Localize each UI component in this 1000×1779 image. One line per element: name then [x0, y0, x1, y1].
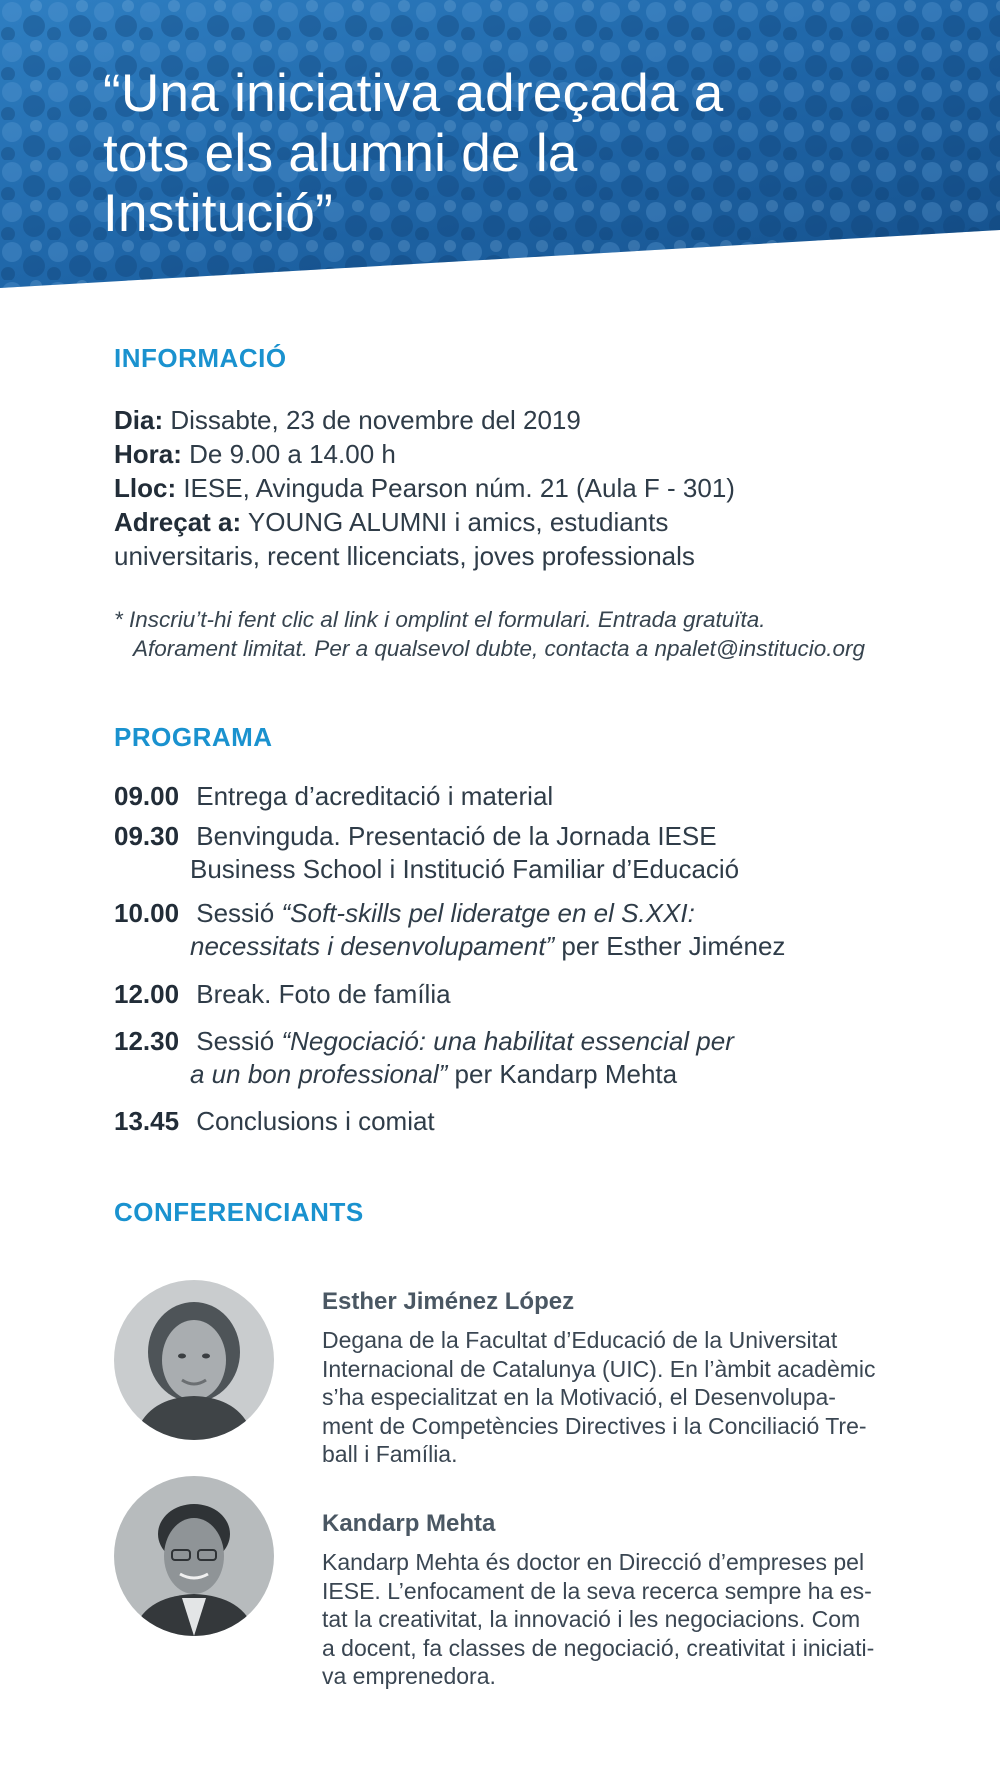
program-text: Sessió [189, 1026, 282, 1056]
info-label: Dia: [114, 405, 164, 435]
bio-line: va emprenedora. [322, 1663, 496, 1690]
speaker-photo-kandarp [114, 1476, 274, 1636]
info-row-audience-cont: universitaris, recent llicenciats, joves professionals [114, 541, 695, 571]
hero-quote: “Una iniciativa adreçada a tots els alumni de la Institució” [103, 64, 724, 243]
bio-line: ment de Competències Directives i la Conciliació Tre- [322, 1412, 867, 1439]
program-text: Benvinguda. Presentació de la Jornada IESE [189, 821, 717, 851]
info-section-title: INFORMACIÓ [114, 343, 287, 373]
info-row-audience [114, 505, 914, 539]
program-item [114, 1025, 934, 1091]
program-text-cont: Business School i Institució Familiar d’Educació [190, 854, 740, 884]
program-text-cont [114, 930, 934, 963]
program-item [114, 1105, 934, 1138]
program-item [114, 820, 934, 886]
bio-line: Kandarp Mehta és doctor en Direcció d’empreses pel [322, 1549, 865, 1575]
portrait-image [114, 1476, 274, 1636]
program-item [114, 978, 934, 1011]
speaker-bio [322, 1548, 902, 1691]
speakers-section-title: CONFERENCIANTS [114, 1197, 364, 1227]
program-time: 09.00 [114, 781, 180, 811]
note-line-1: * Inscriu’t-hi fent clic al link i omplint el formulari. Entrada gratuïta. [114, 607, 766, 632]
info-value: De 9.00 a 14.00 h [181, 439, 396, 469]
info-details [114, 403, 914, 573]
program-time: 12.00 [114, 979, 180, 1009]
speaker-name: Kandarp Mehta [322, 1510, 496, 1537]
info-label: Lloc: [114, 473, 177, 503]
portrait-image [114, 1280, 274, 1440]
info-row-day [114, 403, 914, 437]
program-item [114, 897, 934, 963]
program-session-title-cont: necessitats i desenvolupament” [190, 931, 555, 961]
program-speaker: per Kandarp Mehta [447, 1059, 678, 1089]
hero-banner [0, 0, 1000, 290]
info-row-time [114, 437, 914, 471]
speaker-name: Esther Jiménez López [322, 1288, 575, 1315]
bio-line: Degana de la Facultat d’Educació de la Universitat [322, 1327, 838, 1353]
program-section-title: PROGRAMA [114, 722, 273, 752]
info-value: IESE, Avinguda Pearson núm. 21 (Aula F - 301) [176, 473, 735, 503]
info-value: Dissabte, 23 de novembre del 2019 [163, 405, 581, 435]
registration-note [114, 605, 934, 663]
bio-line: IESE. L’enfocament de la seva recerca sempre ha es- [322, 1577, 872, 1604]
note-line-2[interactable]: Aforament limitat. Per a qualsevol dubte, contacta a npalet@institucio.org [133, 636, 865, 661]
info-row-place [114, 471, 914, 505]
bio-line: s’ha especialitzat en la Motivació, el Desenvolupa- [322, 1384, 836, 1411]
bio-line: Internacional de Catalunya (UIC). En l’àmbit acadèmic [322, 1355, 876, 1382]
program-session-title: “Soft-skills pel lideratge en el S.XXI: [281, 898, 695, 928]
program-speaker: per Esther Jiménez [554, 931, 786, 961]
program-time: 10.00 [114, 898, 180, 928]
program-text: Break. Foto de família [189, 979, 451, 1009]
program-text: Sessió [189, 898, 282, 928]
program-text: Entrega d’acreditació i material [189, 781, 554, 811]
program-item [114, 780, 934, 813]
info-label: Hora: [114, 439, 182, 469]
info-value: YOUNG ALUMNI i amics, estudiants [241, 507, 669, 537]
program-time: 12.30 [114, 1026, 180, 1056]
program-session-title-cont: a un bon professional” [190, 1059, 448, 1089]
program-session-title: “Negociació: una habilitat essencial per [281, 1026, 734, 1056]
program-text: Conclusions i comiat [189, 1106, 435, 1136]
bio-line: ball i Família. [322, 1441, 458, 1468]
program-text-cont [114, 1058, 934, 1091]
info-label: Adreçat a: [114, 507, 242, 537]
bio-line: tat la creativitat, la innovació i les negociacions. Com [322, 1606, 861, 1633]
bio-line: a docent, fa classes de negociació, creativitat i iniciati- [322, 1634, 875, 1661]
program-time: 09.30 [114, 821, 180, 851]
speaker-bio [322, 1326, 902, 1469]
speaker-photo-esther [114, 1280, 274, 1440]
program-time: 13.45 [114, 1106, 180, 1136]
